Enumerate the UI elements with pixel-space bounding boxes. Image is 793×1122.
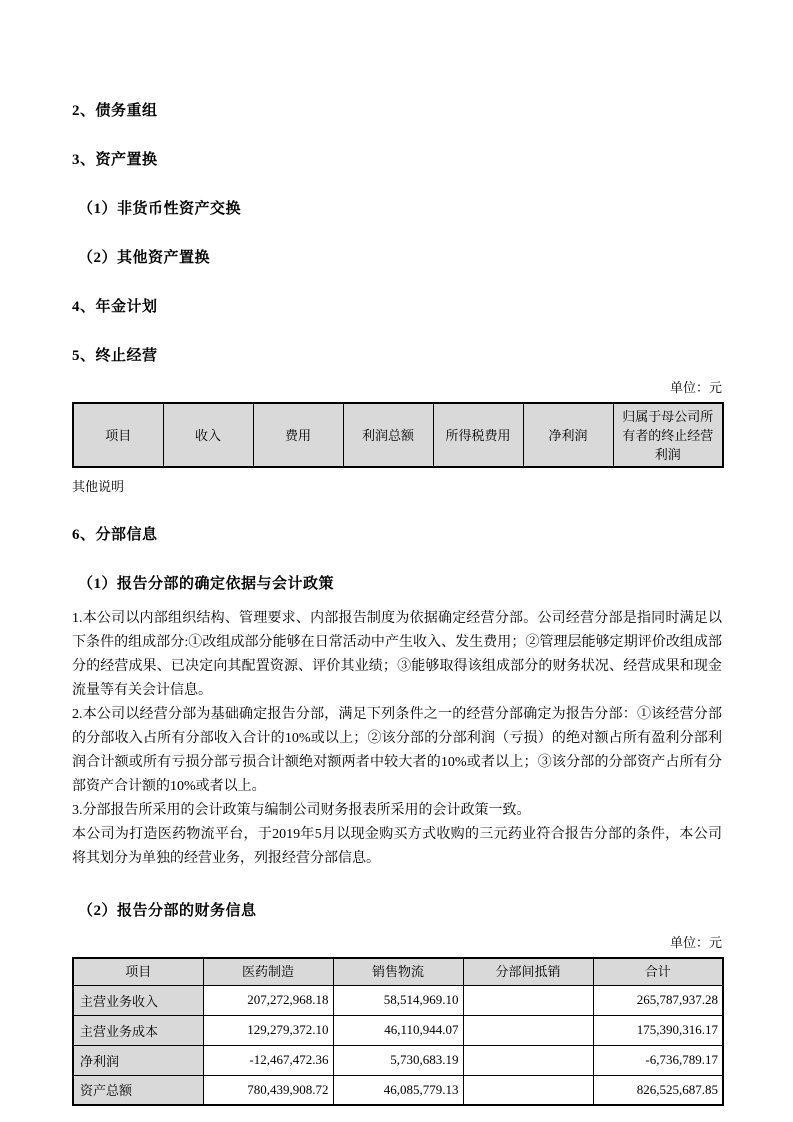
table-header-cell: 所得税费用: [433, 403, 523, 467]
table-cell: [463, 1075, 593, 1105]
table-header-cell: 利润总额: [343, 403, 433, 467]
row-label: 主营业务成本: [73, 1015, 203, 1045]
heading-asset-swap: 3、资产置换: [72, 152, 158, 168]
heading-discontinued-operations: 5、终止经营: [72, 348, 158, 364]
table-header-cell: 项目: [73, 958, 203, 985]
table-cell: 58,514,969.10: [333, 985, 463, 1015]
table-cell: 5,730,683.19: [333, 1045, 463, 1075]
unit-label-table2: 单位：元: [669, 935, 722, 950]
row-label: 主营业务收入: [73, 985, 203, 1015]
table-header-cell: 收入: [163, 403, 253, 467]
table-cell: 46,085,779.13: [333, 1075, 463, 1105]
heading-other-asset-swap: （2）其他资产置换: [78, 250, 211, 266]
other-note-label: 其他说明: [72, 479, 125, 494]
paragraph-reporting-segment-criteria: 2.本公司以经营分部为基础确定报告分部，满足下列条件之一的经营分部确定为报告分部：①该经营分部的分部收入占所有分部收入合计的10%或以上；②该分部的分部利润（亏损）的绝对额占所有盈利分部利润合计额或所有亏损分部亏损合计额绝对额两者中较大者的10%或者以上；③该分部的分部资产占所有分部资产合计额的10%或者以上。: [72, 707, 722, 794]
table-header-cell: 费用: [253, 403, 343, 467]
table-row: [73, 985, 723, 1015]
table-header-cell: 分部间抵销: [463, 958, 593, 985]
heading-segment-financial: （2）报告分部的财务信息: [78, 903, 257, 919]
table-header-cell: 净利润: [523, 403, 613, 467]
table-cell: -12,467,472.36: [203, 1045, 333, 1075]
paragraph-logistics-platform: 本公司为打造医药物流平台，于2019年5月以现金购买方式收购的三元药业符合报告分部的条件，本公司将其划分为单独的经营业务，列报经营分部信息。: [72, 827, 722, 866]
table-header-row: [73, 403, 723, 467]
row-label: 资产总额: [73, 1075, 203, 1105]
paragraph-segment-definition: 1.本公司以内部组织结构、管理要求、内部报告制度为依据确定经营分部。公司经营分部是指同时满足以下条件的组成部分:①改组成部分能够在日常活动中产生收入、发生费用；②管理层能够定期评价改组成部分的经营成果、已决定向其配置资源、评价其业绩；③能够取得该组成部分的财务状况、经营成果和现金流量等有关会计信息。: [72, 611, 722, 698]
table-cell: -6,736,789.17: [593, 1045, 723, 1075]
table-cell: 207,272,968.18: [203, 985, 333, 1015]
unit-label-table1: 单位：元: [669, 380, 722, 395]
heading-segment-basis: （1）报告分部的确定依据与会计政策: [78, 576, 335, 592]
table-header-cell: 销售物流: [333, 958, 463, 985]
document-content: [72, 0, 722, 1106]
table-cell: 826,525,687.85: [593, 1075, 723, 1105]
heading-non-monetary-exchange: （1）非货币性资产交换: [78, 201, 242, 217]
paragraph-accounting-policy: 3.分部报告所采用的会计政策与编制公司财务报表所采用的会计政策一致。: [72, 803, 531, 818]
table-cell: [463, 985, 593, 1015]
table-header-cell: 医药制造: [203, 958, 333, 985]
table-header-cell: 项目: [73, 403, 163, 467]
heading-segment-info: 6、分部信息: [72, 527, 158, 543]
table-row: [73, 1045, 723, 1075]
table-header-cell: 归属于母公司所有者的终止经营利润: [613, 403, 723, 467]
row-label: 净利润: [73, 1045, 203, 1075]
table-cell: 175,390,316.17: [593, 1015, 723, 1045]
table-header-row: [73, 958, 723, 985]
heading-debt-restructuring: 2、债务重组: [72, 103, 158, 119]
table-header-cell: 合计: [593, 958, 723, 985]
segment-financial-table: [72, 957, 724, 1106]
discontinued-operations-table: [72, 402, 724, 468]
table-cell: 780,439,908.72: [203, 1075, 333, 1105]
table-cell: [463, 1045, 593, 1075]
table-cell: [463, 1015, 593, 1045]
heading-annuity-plan: 4、年金计划: [72, 299, 158, 315]
table-cell: 129,279,372.10: [203, 1015, 333, 1045]
table-cell: 46,110,944.07: [333, 1015, 463, 1045]
table-row: [73, 1015, 723, 1045]
table-row: [73, 1075, 723, 1105]
table-cell: 265,787,937.28: [593, 985, 723, 1015]
